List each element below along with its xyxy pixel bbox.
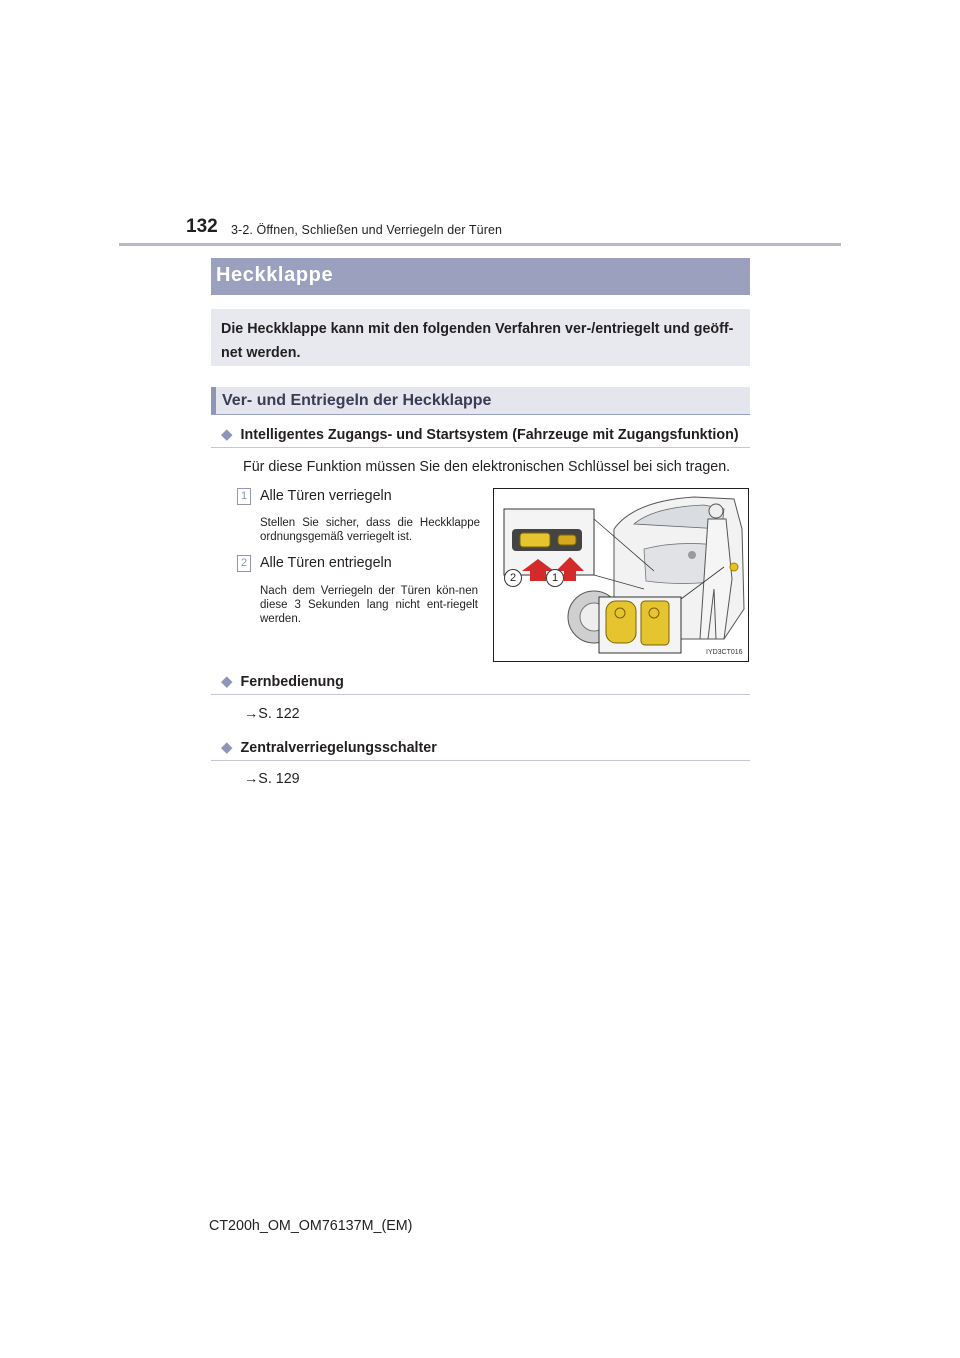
- central-lock-page-ref[interactable]: [244, 771, 300, 787]
- illustration-code: IYD3CT016: [706, 649, 743, 656]
- smart-key-rule: [211, 447, 750, 448]
- diamond-bullet-icon: ◆: [221, 739, 233, 756]
- step-2-number: 2: [237, 555, 251, 572]
- remote-heading-text: Fernbedienung: [240, 674, 344, 690]
- tailgate-illustration: [493, 488, 749, 662]
- smart-key-heading: [221, 425, 739, 443]
- page-number: 132: [186, 216, 218, 237]
- chapter-title: 3-2. Öffnen, Schließen und Verriegeln der Türen: [231, 223, 503, 237]
- step-2-note: Nach dem Verriegeln der Türen kön-nen diese 3 Sekunden lang nicht ent-riegelt werden.: [260, 585, 478, 625]
- header-rule: [119, 243, 841, 246]
- smart-key-description: Für diese Funktion müssen Sie den elektronischen Schlüssel bei sich tragen.: [243, 459, 731, 475]
- diamond-bullet-icon: ◆: [221, 426, 233, 443]
- step-1-number: 1: [237, 488, 251, 505]
- central-lock-heading-text: Zentralverriegelungsschalter: [240, 740, 437, 756]
- section-title: Heckklappe: [216, 264, 334, 286]
- step-2-title: Alle Türen entriegeln: [260, 555, 392, 571]
- subsection-title: Ver- und Entriegeln der Heckklappe: [222, 392, 492, 409]
- arrow-right-icon: →: [244, 771, 259, 787]
- callout-2-badge: 2: [504, 569, 522, 587]
- remote-page-ref[interactable]: [244, 706, 300, 722]
- remote-rule: [211, 694, 750, 695]
- intro-text: Die Heckklappe kann mit den folgenden Verfahren ver-/entriegelt und geöff-net werden.: [221, 321, 734, 361]
- step-1-title: Alle Türen verriegeln: [260, 488, 392, 504]
- remote-ref-text: S. 122: [258, 706, 300, 722]
- footer-doc-id: CT200h_OM_OM76137M_(EM): [209, 1218, 413, 1234]
- subsection-rule: [211, 414, 750, 415]
- central-lock-ref-text: S. 129: [258, 771, 300, 787]
- car-tailgate-drawing: [494, 489, 748, 661]
- central-lock-heading: [221, 738, 437, 756]
- central-lock-rule: [211, 760, 750, 761]
- diamond-bullet-icon: ◆: [221, 673, 233, 690]
- arrow-right-icon: →: [244, 706, 259, 722]
- remote-heading: [221, 672, 344, 690]
- step-1-note: Stellen Sie sicher, dass die Heckklappe ordnungsgemäß verriegelt ist.: [260, 517, 480, 543]
- callout-1-badge: 1: [546, 569, 564, 587]
- smart-key-heading-text: Intelligentes Zugangs- und Startsystem (Fahrzeuge mit Zugangsfunktion): [240, 427, 739, 443]
